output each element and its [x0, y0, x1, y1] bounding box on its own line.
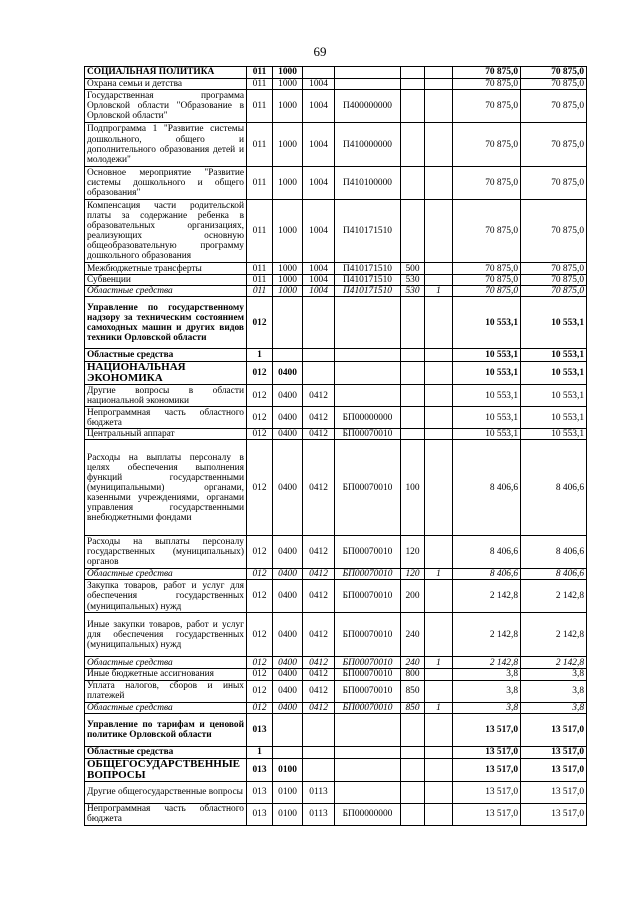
cell-expense-type — [401, 79, 425, 90]
cell-sum-year-1: 70 875,0 — [453, 286, 521, 297]
cell-source-code — [425, 613, 453, 657]
row-name: СОЦИАЛЬНАЯ ПОЛИТИКА — [85, 67, 247, 79]
cell-source-code: 1 — [425, 286, 453, 297]
cell-glav-code: 012 — [247, 613, 273, 657]
table-row — [85, 385, 587, 407]
cell-section-code — [273, 297, 303, 349]
cell-sum-year-2: 70 875,0 — [521, 263, 587, 275]
cell-section-code: 0400 — [273, 669, 303, 680]
cell-source-code — [425, 713, 453, 746]
table-row — [85, 781, 587, 803]
cell-sum-year-2: 3,8 — [521, 669, 587, 680]
cell-sum-year-2: 70 875,0 — [521, 286, 587, 297]
cell-section-code — [273, 349, 303, 362]
cell-section-code: 1000 — [273, 200, 303, 263]
cell-sum-year-2: 8 406,6 — [521, 440, 587, 536]
table-row — [85, 713, 587, 746]
cell-sum-year-1: 3,8 — [453, 680, 521, 702]
table-row — [85, 803, 587, 825]
table-row — [85, 200, 587, 263]
cell-expense-type — [401, 297, 425, 349]
table-row — [85, 362, 587, 385]
cell-target-article: П410171510 — [335, 286, 401, 297]
cell-source-code — [425, 200, 453, 263]
cell-section-code: 0100 — [273, 803, 303, 825]
cell-source-code — [425, 79, 453, 90]
row-name: Областные средства — [85, 286, 247, 297]
cell-sum-year-2: 10 553,1 — [521, 385, 587, 407]
cell-glav-code: 011 — [247, 79, 273, 90]
cell-target-article: БП00070010 — [335, 680, 401, 702]
table-row — [85, 758, 587, 781]
cell-source-code — [425, 385, 453, 407]
row-name: Межбюджетные трансферты — [85, 263, 247, 275]
cell-target-article: БП00070010 — [335, 613, 401, 657]
row-name: Другие вопросы в области национальной экономики — [85, 385, 247, 407]
cell-subsection-code: 0412 — [303, 669, 335, 680]
cell-target-article: П400000000 — [335, 90, 401, 123]
cell-glav-code: 1 — [247, 746, 273, 758]
cell-sum-year-2: 3,8 — [521, 680, 587, 702]
cell-glav-code: 012 — [247, 657, 273, 669]
cell-subsection-code: 0412 — [303, 407, 335, 429]
cell-subsection-code: 0113 — [303, 781, 335, 803]
cell-sum-year-1: 70 875,0 — [453, 275, 521, 286]
cell-glav-code: 013 — [247, 803, 273, 825]
cell-sum-year-2: 10 553,1 — [521, 407, 587, 429]
cell-target-article — [335, 297, 401, 349]
table-row — [85, 90, 587, 123]
cell-subsection-code: 0412 — [303, 569, 335, 580]
cell-subsection-code: 0412 — [303, 702, 335, 713]
cell-sum-year-2: 2 142,8 — [521, 613, 587, 657]
table-row — [85, 429, 587, 440]
cell-glav-code: 013 — [247, 758, 273, 781]
cell-expense-type: 850 — [401, 702, 425, 713]
cell-sum-year-1: 70 875,0 — [453, 67, 521, 79]
cell-sum-year-1: 13 517,0 — [453, 713, 521, 746]
table-row — [85, 657, 587, 669]
cell-source-code — [425, 781, 453, 803]
row-name: Областные средства — [85, 349, 247, 362]
cell-sum-year-2: 10 553,1 — [521, 297, 587, 349]
cell-expense-type — [401, 385, 425, 407]
cell-target-article: БП00070010 — [335, 440, 401, 536]
cell-expense-type — [401, 429, 425, 440]
cell-subsection-code — [303, 349, 335, 362]
cell-sum-year-2: 70 875,0 — [521, 90, 587, 123]
cell-sum-year-1: 13 517,0 — [453, 758, 521, 781]
cell-glav-code: 012 — [247, 680, 273, 702]
table-row — [85, 275, 587, 286]
cell-subsection-code: 1004 — [303, 275, 335, 286]
cell-sum-year-2: 13 517,0 — [521, 746, 587, 758]
cell-target-article: БП00070010 — [335, 702, 401, 713]
row-name: Непрограммная часть областного бюджета — [85, 803, 247, 825]
cell-glav-code: 011 — [247, 286, 273, 297]
table-row — [85, 123, 587, 167]
cell-subsection-code: 1004 — [303, 167, 335, 200]
row-name: Центральный аппарат — [85, 429, 247, 440]
cell-subsection-code: 0412 — [303, 429, 335, 440]
cell-sum-year-2: 70 875,0 — [521, 275, 587, 286]
cell-glav-code: 012 — [247, 536, 273, 569]
page-number: 69 — [313, 44, 327, 59]
table-row — [85, 702, 587, 713]
cell-subsection-code — [303, 362, 335, 385]
cell-glav-code: 011 — [247, 123, 273, 167]
cell-glav-code: 012 — [247, 297, 273, 349]
row-name: Подпрограмма 1 "Развитие системы дошкольного, общего и дополнительного образования детей и молодежи" — [85, 123, 247, 167]
cell-source-code — [425, 536, 453, 569]
row-name: Субвенции — [85, 275, 247, 286]
cell-source-code — [425, 407, 453, 429]
row-name: Государственная программа Орловской области "Образование в Орловской области" — [85, 90, 247, 123]
row-name: Областные средства — [85, 746, 247, 758]
cell-source-code — [425, 167, 453, 200]
cell-target-article: П410100000 — [335, 167, 401, 200]
cell-sum-year-1: 10 553,1 — [453, 429, 521, 440]
table-row — [85, 569, 587, 580]
cell-subsection-code: 1004 — [303, 79, 335, 90]
cell-sum-year-1: 10 553,1 — [453, 385, 521, 407]
cell-glav-code: 012 — [247, 440, 273, 536]
row-name: Основное мероприятие "Развитие системы дошкольного и общего образования" — [85, 167, 247, 200]
cell-section-code: 1000 — [273, 123, 303, 167]
cell-expense-type — [401, 123, 425, 167]
row-name: ОБЩЕГОСУДАРСТВЕННЫЕ ВОПРОСЫ — [85, 758, 247, 781]
cell-source-code — [425, 580, 453, 613]
cell-subsection-code: 0412 — [303, 613, 335, 657]
cell-source-code — [425, 123, 453, 167]
cell-sum-year-1: 70 875,0 — [453, 79, 521, 90]
cell-subsection-code: 0412 — [303, 385, 335, 407]
cell-section-code: 0400 — [273, 569, 303, 580]
row-name: Расходы на выплаты персоналу в целях обеспечения выполнения функций государственными (муниципальными) органами, казенными учреждениями, органами управления государственными внебюджетными фондами — [85, 440, 247, 536]
cell-subsection-code: 0412 — [303, 680, 335, 702]
cell-subsection-code: 0412 — [303, 657, 335, 669]
cell-section-code: 0400 — [273, 362, 303, 385]
row-name: Компенсация части родительской платы за содержание ребенка в образовательных организациях, реализующих основную общеобразовательную программу дошкольного образования — [85, 200, 247, 263]
cell-sum-year-1: 70 875,0 — [453, 123, 521, 167]
cell-glav-code: 013 — [247, 713, 273, 746]
cell-sum-year-2: 3,8 — [521, 702, 587, 713]
cell-source-code — [425, 803, 453, 825]
cell-expense-type — [401, 200, 425, 263]
cell-section-code: 0400 — [273, 440, 303, 536]
cell-target-article — [335, 713, 401, 746]
cell-section-code: 1000 — [273, 167, 303, 200]
cell-sum-year-2: 70 875,0 — [521, 79, 587, 90]
cell-sum-year-2: 10 553,1 — [521, 429, 587, 440]
cell-sum-year-1: 2 142,8 — [453, 657, 521, 669]
cell-source-code — [425, 669, 453, 680]
table-row — [85, 67, 587, 79]
cell-glav-code: 1 — [247, 349, 273, 362]
cell-section-code: 0400 — [273, 580, 303, 613]
cell-subsection-code: 1004 — [303, 286, 335, 297]
cell-sum-year-1: 8 406,6 — [453, 569, 521, 580]
cell-source-code — [425, 90, 453, 123]
cell-source-code — [425, 680, 453, 702]
cell-sum-year-1: 8 406,6 — [453, 440, 521, 536]
cell-target-article — [335, 758, 401, 781]
cell-target-article — [335, 79, 401, 90]
row-name: Иные закупки товаров, работ и услуг для обеспечения государственных (муниципальных) нужд — [85, 613, 247, 657]
cell-sum-year-1: 3,8 — [453, 669, 521, 680]
row-name: Областные средства — [85, 657, 247, 669]
cell-glav-code: 011 — [247, 90, 273, 123]
cell-sum-year-2: 13 517,0 — [521, 803, 587, 825]
cell-section-code: 0400 — [273, 429, 303, 440]
cell-expense-type — [401, 167, 425, 200]
cell-source-code — [425, 429, 453, 440]
cell-sum-year-1: 70 875,0 — [453, 90, 521, 123]
cell-subsection-code: 0113 — [303, 803, 335, 825]
cell-subsection-code — [303, 67, 335, 79]
cell-expense-type — [401, 746, 425, 758]
cell-expense-type — [401, 758, 425, 781]
cell-subsection-code: 1004 — [303, 263, 335, 275]
cell-subsection-code: 0412 — [303, 536, 335, 569]
cell-sum-year-2: 13 517,0 — [521, 781, 587, 803]
row-name: Закупка товаров, работ и услуг для обеспечения государственных (муниципальных) нужд — [85, 580, 247, 613]
table-row — [85, 440, 587, 536]
cell-source-code: 1 — [425, 569, 453, 580]
cell-glav-code: 012 — [247, 669, 273, 680]
cell-source-code — [425, 746, 453, 758]
budget-table — [84, 66, 587, 826]
cell-section-code: 1000 — [273, 263, 303, 275]
cell-target-article: БП00070010 — [335, 569, 401, 580]
cell-subsection-code: 1004 — [303, 123, 335, 167]
cell-expense-type: 240 — [401, 657, 425, 669]
table-row — [85, 536, 587, 569]
cell-section-code: 0100 — [273, 781, 303, 803]
table-row — [85, 680, 587, 702]
cell-source-code — [425, 440, 453, 536]
cell-glav-code: 012 — [247, 580, 273, 613]
row-name: Управление по государственному надзору за техническим состоянием самоходных машин и других видов техники Орловской области — [85, 297, 247, 349]
row-name: Расходы на выплаты персоналу государственных (муниципальных) органов — [85, 536, 247, 569]
cell-sum-year-1: 8 406,6 — [453, 536, 521, 569]
cell-subsection-code — [303, 297, 335, 349]
cell-sum-year-1: 70 875,0 — [453, 263, 521, 275]
cell-target-article — [335, 781, 401, 803]
cell-subsection-code — [303, 713, 335, 746]
cell-sum-year-1: 10 553,1 — [453, 297, 521, 349]
table-row — [85, 286, 587, 297]
cell-source-code: 1 — [425, 702, 453, 713]
table-row — [85, 746, 587, 758]
cell-section-code: 0400 — [273, 657, 303, 669]
cell-target-article — [335, 746, 401, 758]
cell-glav-code: 012 — [247, 429, 273, 440]
cell-sum-year-2: 10 553,1 — [521, 362, 587, 385]
table-row — [85, 263, 587, 275]
cell-expense-type: 800 — [401, 669, 425, 680]
row-name: Охрана семьи и детства — [85, 79, 247, 90]
cell-section-code — [273, 746, 303, 758]
table-row — [85, 613, 587, 657]
cell-source-code — [425, 758, 453, 781]
cell-section-code: 1000 — [273, 79, 303, 90]
cell-target-article: П410171510 — [335, 200, 401, 263]
row-name: Областные средства — [85, 702, 247, 713]
table-row — [85, 79, 587, 90]
cell-expense-type — [401, 713, 425, 746]
cell-expense-type — [401, 67, 425, 79]
cell-expense-type — [401, 803, 425, 825]
cell-glav-code: 011 — [247, 275, 273, 286]
cell-source-code — [425, 67, 453, 79]
cell-glav-code: 011 — [247, 200, 273, 263]
cell-sum-year-2: 8 406,6 — [521, 569, 587, 580]
cell-subsection-code: 1004 — [303, 200, 335, 263]
cell-expense-type — [401, 781, 425, 803]
cell-glav-code: 012 — [247, 362, 273, 385]
cell-section-code: 0400 — [273, 702, 303, 713]
cell-expense-type: 200 — [401, 580, 425, 613]
cell-section-code — [273, 713, 303, 746]
cell-expense-type — [401, 407, 425, 429]
cell-sum-year-1: 13 517,0 — [453, 746, 521, 758]
cell-sum-year-2: 70 875,0 — [521, 123, 587, 167]
cell-subsection-code — [303, 746, 335, 758]
cell-target-article: П410171510 — [335, 263, 401, 275]
cell-expense-type: 850 — [401, 680, 425, 702]
cell-expense-type: 120 — [401, 536, 425, 569]
table-row — [85, 407, 587, 429]
cell-glav-code: 012 — [247, 702, 273, 713]
table-row — [85, 349, 587, 362]
cell-expense-type: 240 — [401, 613, 425, 657]
cell-sum-year-1: 2 142,8 — [453, 580, 521, 613]
cell-sum-year-1: 2 142,8 — [453, 613, 521, 657]
cell-subsection-code: 1004 — [303, 90, 335, 123]
cell-source-code — [425, 275, 453, 286]
cell-sum-year-2: 13 517,0 — [521, 713, 587, 746]
cell-subsection-code: 0412 — [303, 580, 335, 613]
cell-target-article: П410171510 — [335, 275, 401, 286]
table-row — [85, 297, 587, 349]
cell-sum-year-2: 2 142,8 — [521, 657, 587, 669]
cell-target-article — [335, 67, 401, 79]
cell-section-code: 0400 — [273, 407, 303, 429]
cell-glav-code: 012 — [247, 385, 273, 407]
cell-expense-type — [401, 90, 425, 123]
cell-target-article: БП00070010 — [335, 669, 401, 680]
table-row — [85, 580, 587, 613]
cell-section-code: 0400 — [273, 613, 303, 657]
cell-source-code: 1 — [425, 657, 453, 669]
cell-sum-year-1: 3,8 — [453, 702, 521, 713]
cell-sum-year-1: 10 553,1 — [453, 362, 521, 385]
cell-sum-year-2: 8 406,6 — [521, 536, 587, 569]
row-name: НАЦИОНАЛЬНАЯ ЭКОНОМИКА — [85, 362, 247, 385]
row-name: Областные средства — [85, 569, 247, 580]
cell-subsection-code — [303, 758, 335, 781]
row-name: Другие общегосударственные вопросы — [85, 781, 247, 803]
cell-sum-year-2: 10 553,1 — [521, 349, 587, 362]
cell-sum-year-1: 13 517,0 — [453, 803, 521, 825]
cell-expense-type: 100 — [401, 440, 425, 536]
cell-expense-type — [401, 349, 425, 362]
cell-section-code: 0400 — [273, 536, 303, 569]
cell-glav-code: 011 — [247, 67, 273, 79]
row-name: Непрограммная часть областного бюджета — [85, 407, 247, 429]
cell-glav-code: 012 — [247, 407, 273, 429]
cell-source-code — [425, 349, 453, 362]
cell-target-article: П410000000 — [335, 123, 401, 167]
cell-expense-type: 530 — [401, 275, 425, 286]
cell-expense-type: 120 — [401, 569, 425, 580]
cell-expense-type — [401, 362, 425, 385]
row-name: Управление по тарифам и ценовой политике Орловской области — [85, 713, 247, 746]
cell-target-article: БП00070010 — [335, 429, 401, 440]
cell-section-code: 0400 — [273, 680, 303, 702]
row-name: Иные бюджетные ассигнования — [85, 669, 247, 680]
table-body — [85, 67, 587, 826]
cell-target-article: БП00070010 — [335, 657, 401, 669]
table-row — [85, 167, 587, 200]
cell-target-article: БП00070010 — [335, 536, 401, 569]
cell-expense-type: 500 — [401, 263, 425, 275]
cell-glav-code: 013 — [247, 781, 273, 803]
cell-section-code: 0400 — [273, 385, 303, 407]
cell-section-code: 1000 — [273, 286, 303, 297]
cell-sum-year-2: 70 875,0 — [521, 200, 587, 263]
cell-sum-year-2: 13 517,0 — [521, 758, 587, 781]
cell-sum-year-1: 10 553,1 — [453, 407, 521, 429]
cell-section-code: 0100 — [273, 758, 303, 781]
cell-section-code: 1000 — [273, 90, 303, 123]
cell-source-code — [425, 362, 453, 385]
cell-sum-year-2: 2 142,8 — [521, 580, 587, 613]
row-name: Уплата налогов, сборов и иных платежей — [85, 680, 247, 702]
cell-target-article — [335, 349, 401, 362]
cell-section-code: 1000 — [273, 275, 303, 286]
cell-glav-code: 011 — [247, 167, 273, 200]
cell-glav-code: 012 — [247, 569, 273, 580]
cell-sum-year-2: 70 875,0 — [521, 167, 587, 200]
cell-glav-code: 011 — [247, 263, 273, 275]
cell-sum-year-1: 70 875,0 — [453, 200, 521, 263]
cell-target-article: БП00070010 — [335, 580, 401, 613]
cell-target-article: БП00000000 — [335, 803, 401, 825]
table-row — [85, 669, 587, 680]
cell-sum-year-1: 70 875,0 — [453, 167, 521, 200]
cell-section-code: 1000 — [273, 67, 303, 79]
cell-target-article — [335, 362, 401, 385]
cell-target-article: БП00000000 — [335, 407, 401, 429]
cell-expense-type: 530 — [401, 286, 425, 297]
cell-sum-year-2: 70 875,0 — [521, 67, 587, 79]
cell-source-code — [425, 297, 453, 349]
cell-sum-year-1: 10 553,1 — [453, 349, 521, 362]
cell-sum-year-1: 13 517,0 — [453, 781, 521, 803]
cell-target-article — [335, 385, 401, 407]
cell-source-code — [425, 263, 453, 275]
cell-subsection-code: 0412 — [303, 440, 335, 536]
